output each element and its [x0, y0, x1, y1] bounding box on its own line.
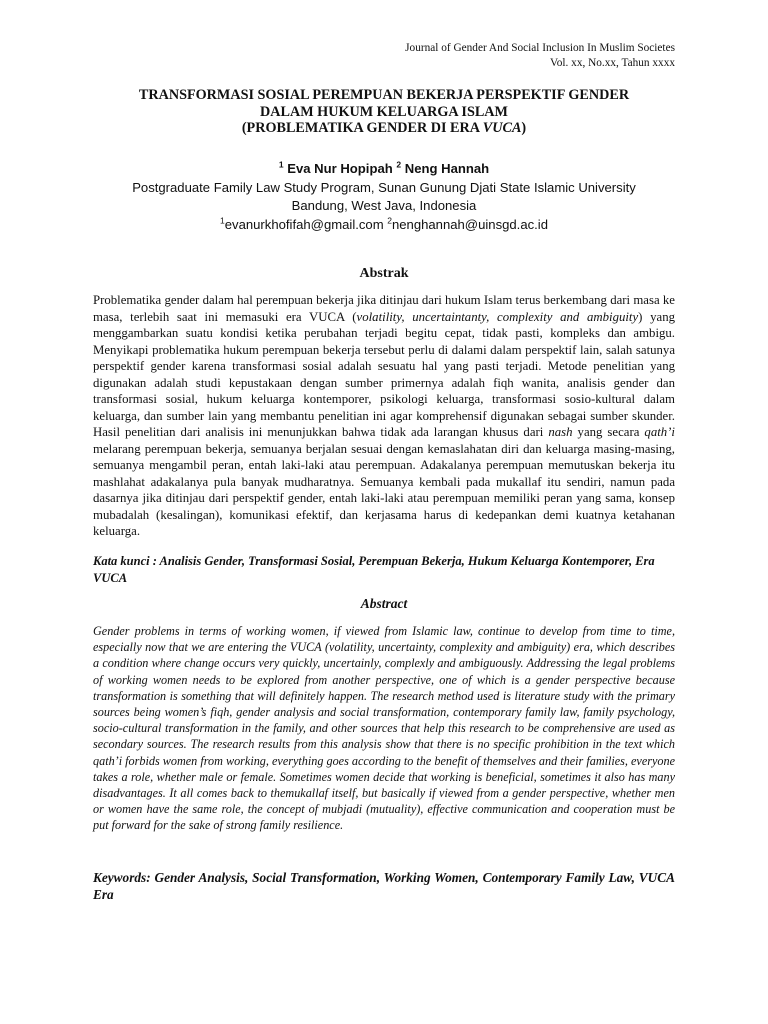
title-line-3: [93, 120, 675, 137]
email-1: evanurkhofifah@gmail.com: [224, 216, 388, 232]
email-2: nenghannah@uinsgd.ac.id: [391, 216, 548, 232]
author-names: [93, 160, 675, 179]
title-line-3-prefix: (PROBLEMATIKA GENDER DI ERA: [241, 120, 483, 136]
affiliation-line-2: Bandung, West Java, Indonesia: [291, 198, 477, 213]
journal-name: Journal of Gender And Social Inclusion In Muslim Societes: [405, 42, 675, 54]
author-2-marker: 2: [396, 159, 402, 170]
affiliation-line-1: Postgraduate Family Law Study Program, Sunan Gunung Djati State Islamic University: [132, 179, 636, 195]
abstrak-part-1: Problematika gender dalam hal perempuan bekerja jika ditinjau dari hukum Islam terus berkembang dari masa ke masa, terlebih saat ini memasuki era VUCA (: [93, 293, 675, 324]
author-1: Eva Nur Hopipah: [283, 161, 397, 176]
author-2: Neng Hannah: [401, 161, 490, 176]
title-line-1: TRANSFORMASI SOSIAL PEREMPUAN BEKERJA PERSPEKTIF GENDER: [138, 87, 630, 103]
abstrak-heading: Abstrak: [359, 266, 409, 281]
authors-block: [93, 160, 675, 234]
journal-volume: Vol. xx, No.xx, Tahun xxxx: [550, 57, 675, 69]
kata-kunci: Kata kunci : Analisis Gender, Transformasi Sosial, Perempuan Bekerja, Hukum Keluarga Kontemporer, Era VUCA: [93, 554, 655, 585]
author-1-marker: 1: [278, 159, 284, 170]
email-1-marker: 1: [220, 215, 225, 226]
keywords: Keywords: Gender Analysis, Social Transformation, Working Women, Contemporary Family Law, VUCA Era: [93, 870, 675, 902]
abstrak-part-2: ) yang menggambarkan suatu kondisi ketika perubahan terjadi begitu cepat, tidak pasti, kompleks dan ambigu. Menyikapi problematika hukum perempuan bekerja tersebut perlu di dalami dalam perspektif lain, salah satunya perspektif gender karena transformasi sosial adalah sesuatu hal yang pasti terjadi. Metode penelitian yang digunakan adalah studi kepustakaan dengan sumber primernya adalah fiqh wanita, analisis gender dan transformasi sosial, hukum keluarga kontemporer, psikologi keluarga, transformasi sosio-kultural dalam keluarga, dan sumber lain yang membantu penelitian ini agar komprehensif digunakan sebagai sumber skunder. Hasil penelitian dari analisis ini menunjukkan bahwa tidak ada larangan khusus dari: [93, 309, 675, 439]
abstrak-qathi: qath’i: [644, 425, 675, 439]
author-emails: [93, 216, 675, 235]
abstract-heading: Abstract: [360, 596, 408, 611]
abstrak-text: [93, 292, 675, 540]
email-2-marker: 2: [387, 215, 392, 226]
journal-header: [405, 41, 675, 71]
abstrak-part-3: yang secara: [572, 425, 645, 439]
paper-title: [93, 87, 675, 137]
abstrak-nash: nash: [548, 425, 573, 439]
abstract-text: Gender problems in terms of working women, if viewed from Islamic law, continue to develop from time to time, especially now that we are entering the VUCA (volatility, uncertainty, complexity and ambiguity) era, which describes a condition where change occurs very quickly, uncertainly, complexly and ambiguously. Addressing the legal problems of working women needs to be explored from another perspective, one of which is a gender perspective because transformation is something that will definitely happen. The research method used is literature study with the primary sources being women’s fiqh, gender analysis and social transformation, contemporary family law, family psychology, socio-cultural transformation in the family, and other sources that help this research to be comprehensive are used as secondary sources. The research results from this analysis show that there is no specific prohibition in the text which qath’i forbids women from working, everything goes according to the benefit of themselves and their families, everyone takes a role, whether male or female. Sometimes women decide that working is beneficial, sometimes it also has many disadvantages. It all comes back to themukallaf itself, but basically if viewed from a gender perspective, whether men or women have the same role, the concept of mubjadi (mutuality), effective communication and cooperation must be put forward for the sake of strong family resilience.: [93, 624, 675, 833]
title-vuca: VUCA: [482, 120, 522, 136]
abstrak-part-4: melarang perempuan bekerja, semuanya berjalan sesuai dengan kemaslahatan diri dan keluarga masing-masing, semuanya mengambil peran, entah laki-laki atau perempuan. Adakalanya perempuan memutuskan bekerja itu mashlahat adakalanya pula banyak mudharatnya. Semuanya kembali pada mukallaf itu sendiri, namun pada dasarnya jika ditinjau dari perspektif gender, entah laki-laki atau perempuan memiliki peran yang sama, konsep mubadalah (kesalingan), komunikasi efektif, dan kerjasama harus di kedepankan demi kuatnya ketahanan keluarga.: [93, 441, 675, 538]
abstrak-vuca-expansion: volatility, uncertaintanty, complexity and ambiguity: [356, 309, 639, 324]
title-line-3-suffix: ): [521, 120, 527, 136]
title-line-2: DALAM HUKUM KELUARGA ISLAM: [260, 103, 508, 120]
